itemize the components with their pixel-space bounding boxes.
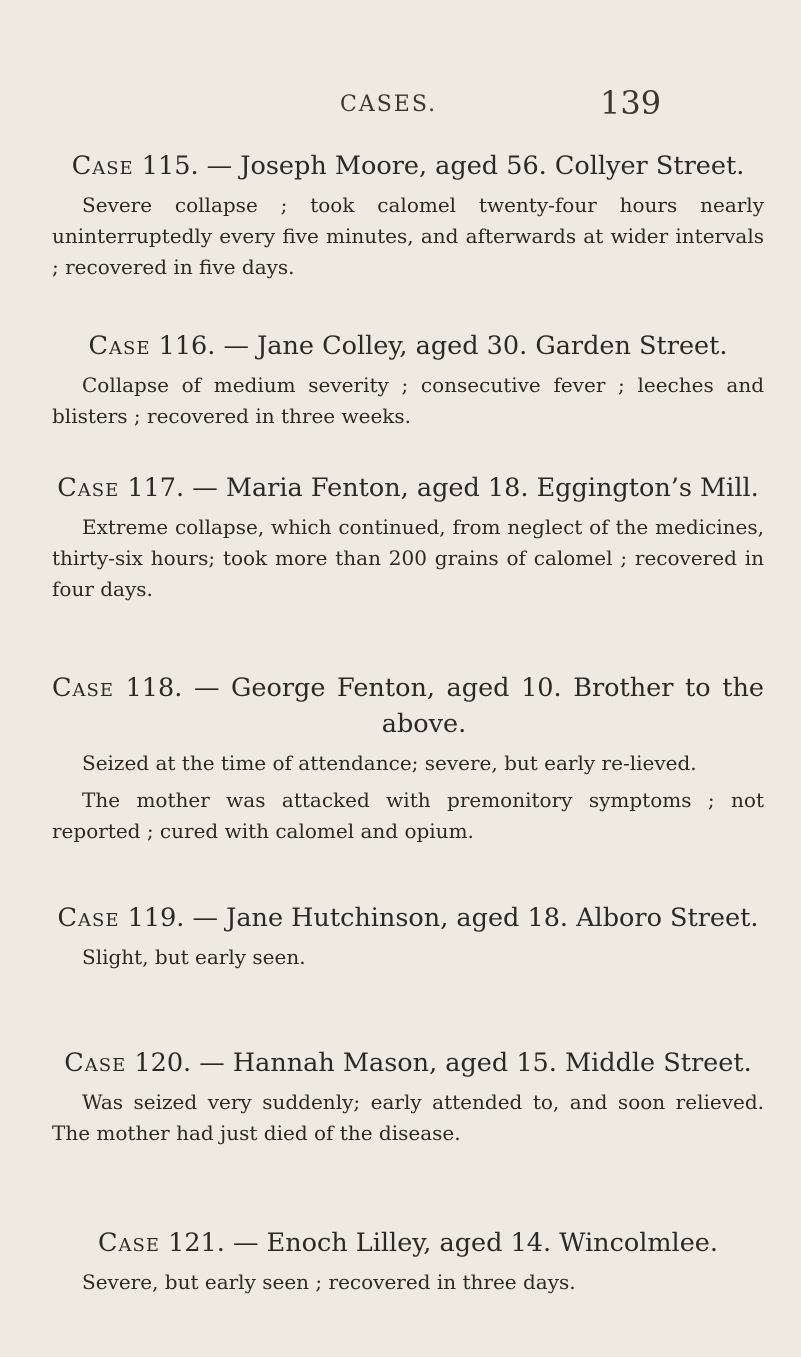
case-entry (52, 1045, 764, 1149)
case-heading (52, 670, 764, 742)
case-heading-text: 116. — Jane Colley, aged 30. Garden Street. (158, 331, 728, 361)
case-label: Case (57, 903, 120, 933)
case-heading (52, 148, 764, 184)
case-heading (52, 1045, 764, 1081)
case-label: Case (57, 473, 120, 503)
case-entry (52, 1225, 764, 1298)
case-heading (52, 470, 764, 506)
case-label: Case (52, 673, 114, 703)
case-heading (52, 328, 764, 364)
case-label: Case (71, 151, 134, 181)
case-label: Case (64, 1048, 127, 1078)
case-entry (52, 900, 764, 973)
case-paragraph: Slight, but early seen. (82, 945, 306, 969)
case-paragraph: Seized at the time of attendance; severe, but early re-lieved. (82, 751, 697, 775)
case-paragraph: Extreme collapse, which continued, from neglect of the medicines, thirty-six hours; took more than 200 grains of calomel ; recovered in four days. (52, 515, 764, 601)
case-heading-text: 115. — Joseph Moore, aged 56. Collyer Street. (141, 151, 745, 181)
case-heading-text: 120. — Hannah Mason, aged 15. Middle Street. (134, 1048, 752, 1078)
case-label: Case (98, 1228, 160, 1258)
running-head (0, 84, 801, 124)
case-entry (52, 148, 764, 283)
case-label: Case (88, 331, 151, 361)
case-paragraph: The mother was attacked with premonitory symptoms ; not reported ; cured with calomel and opium. (52, 788, 764, 843)
case-heading-text: 121. — Enoch Lilley, aged 14. Wincolmlee. (168, 1228, 718, 1258)
case-heading (52, 900, 764, 936)
case-heading-text: 119. — Jane Hutchinson, aged 18. Alboro Street. (127, 903, 759, 933)
case-paragraph: Severe, but early seen ; recovered in three days. (82, 1270, 576, 1294)
case-heading (52, 1225, 764, 1261)
page-number: 139 (600, 84, 662, 122)
case-entry (52, 670, 764, 847)
case-paragraph: Was seized very suddenly; early attended to, and soon relieved. The mother had just died of the disease. (52, 1090, 764, 1145)
running-head-title: CASES. (340, 92, 438, 117)
case-entry (52, 470, 764, 605)
case-paragraph: Collapse of medium severity ; consecutive fever ; leeches and blisters ; recovered in three weeks. (52, 373, 764, 428)
case-entry (52, 328, 764, 432)
case-heading-text: 117. — Maria Fenton, aged 18. Eggington’s Mill. (127, 473, 759, 503)
case-heading-text: 118. — George Fenton, aged 10. Brother to the above. (125, 673, 764, 739)
case-paragraph: Severe collapse ; took calomel twenty-four hours nearly uninterruptedly every five minutes, and afterwards at wider intervals ; recovered in five days. (52, 193, 764, 279)
